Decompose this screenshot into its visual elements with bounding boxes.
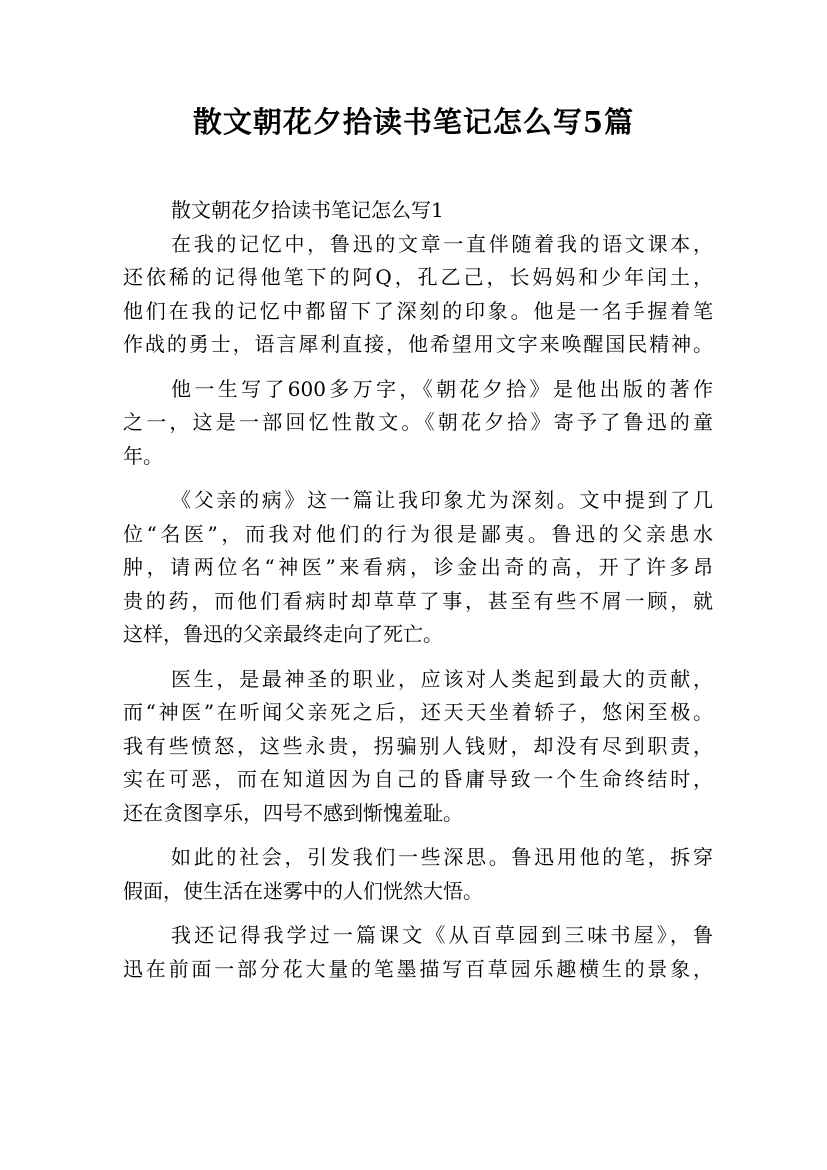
paragraph-line: 如此的社会，引发我们一些深思。鲁迅用他的笔，拆穿 xyxy=(171,845,713,869)
paragraph-line: 医生，是最神圣的职业，应该对人类起到最大的贡献， xyxy=(171,666,713,691)
paragraph-line: 这样，鲁迅的父亲最终走向了死亡。 xyxy=(123,622,443,646)
paragraph-line: 他们在我的记忆中都留下了深刻的印象。他是一名手握着笔 xyxy=(123,298,713,323)
paragraph-line: 在我的记忆中，鲁迅的文章一直伴随着我的语文课本， xyxy=(171,231,713,256)
paragraph-line: 假面，使生活在迷雾中的人们恍然大悟。 xyxy=(123,878,483,903)
paragraph-line: 贵的药，而他们看病时却草草了事，甚至有些不屑一顾，就 xyxy=(123,588,713,613)
paragraph-line: 还在贪图享乐，四号不感到惭愧羞耻。 xyxy=(123,800,463,825)
paragraph-line: 之一，这是一部回忆性散文。《朝花夕拾》寄予了鲁迅的童 xyxy=(123,410,713,434)
paragraph-line: 我还记得我学过一篇课文《从百草园到三味书屋》，鲁 xyxy=(171,923,713,947)
paragraph-line: 肿，请两位名“神医”来看病，诊金出奇的高，开了许多昂 xyxy=(123,555,713,579)
paragraph-line: 而“神医”在听闻父亲死之后，还天天坐着轿子，悠闲至极。 xyxy=(123,700,713,724)
paragraph-line: 实在可恶，而在知道因为自己的昏庸导致一个生命终结时， xyxy=(123,767,713,791)
paragraph-line: 我有些愤怒，这些永贵，拐骗别人钱财，却没有尽到职责， xyxy=(123,733,713,758)
paragraph-line: 迅在前面一部分花大量的笔墨描写百草园乐趣横生的景象， xyxy=(123,956,713,981)
section-heading: 散文朝花夕拾读书笔记怎么写1 xyxy=(171,198,444,222)
document-body xyxy=(123,194,713,986)
paragraph-line: 年。 xyxy=(123,443,163,468)
paragraph-line: 还依稀的记得他笔下的阿Q，孔乙己，长妈妈和少年闰土， xyxy=(123,265,713,289)
paragraph-line: 作战的勇士，语言犀利直接，他希望用文字来唤醒国民精神。 xyxy=(123,332,713,356)
document-title: 散文朝花夕拾读书笔记怎么写5篇 xyxy=(192,105,635,139)
paragraph-line: 《父亲的病》这一篇让我印象尤为深刻。文中提到了几 xyxy=(171,488,713,512)
paragraph-line: 位“名医”，而我对他们的行为很是鄙夷。鲁迅的父亲患水 xyxy=(123,521,713,546)
paragraph-line: 他一生写了600多万字，《朝花夕拾》是他出版的著作 xyxy=(171,376,713,401)
